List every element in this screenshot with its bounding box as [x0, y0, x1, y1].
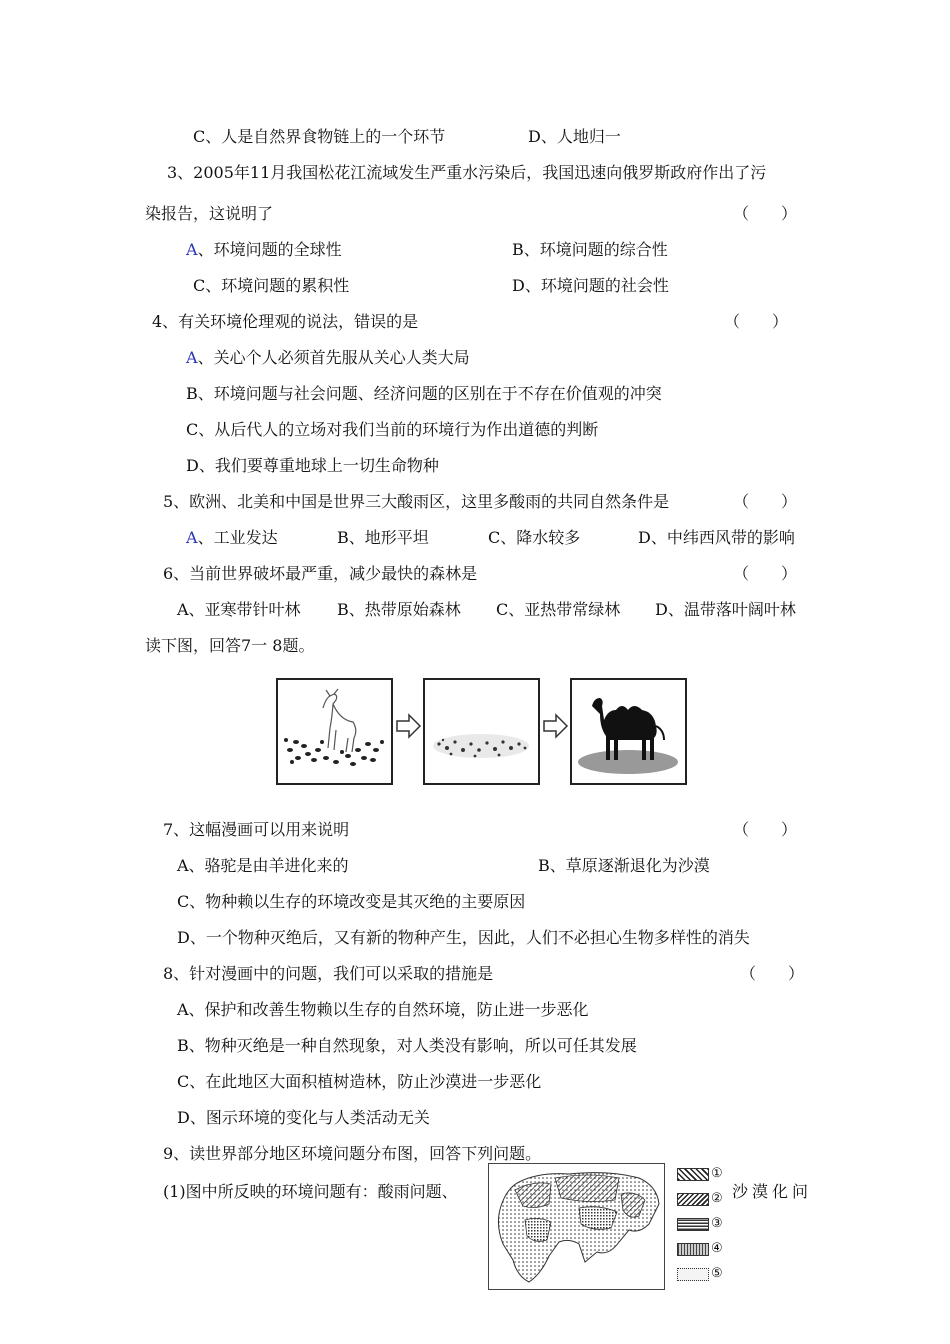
q7-option-b: B、草原逐渐退化为沙漠: [538, 856, 710, 875]
cartoon-panel-camel-desert: [570, 678, 687, 785]
legend-swatch-2: [677, 1193, 709, 1206]
q5-stem: 5、欧洲、北美和中国是世界三大酸雨区，这里多酸雨的共同自然条件是: [163, 492, 670, 511]
q3-option-a-text: 、环境问题的全球性: [197, 240, 342, 259]
q5-answer-blank: （ ）: [733, 492, 798, 511]
q5-option-c: C、降水较多: [488, 528, 581, 547]
legend-swatch-5: [677, 1268, 709, 1281]
q2-option-c: C、人是自然界食物链上的一个环节: [193, 127, 446, 146]
legend-label-3: ③: [711, 1216, 723, 1231]
right-arrow-icon: [396, 713, 422, 743]
legend-label-1: ①: [711, 1166, 723, 1181]
q4-option-b: B、环境问题与社会问题、经济问题的区别在于不存在价值观的冲突: [186, 384, 662, 403]
q7-answer-blank: （ ）: [733, 820, 798, 839]
q8-option-d: D、图示环境的变化与人类活动无关: [177, 1108, 430, 1127]
q2-option-d: D、人地归一: [528, 127, 621, 146]
q6-option-d: D、温带落叶阔叶林: [655, 600, 796, 619]
read-figure-prompt: 读下图，回答7一 8题。: [145, 636, 315, 655]
q8-option-a: A、保护和改善生物赖以生存的自然环境，防止进一步恶化: [177, 1000, 589, 1019]
q8-option-c: C、在此地区大面积植树造林，防止沙漠进一步恶化: [177, 1072, 542, 1091]
q5-option-a-letter: A: [186, 528, 198, 547]
legend-label-2: ②: [711, 1191, 723, 1206]
q8-stem: 8、针对漫画中的问题，我们可以采取的措施是: [163, 964, 494, 983]
q3-stem-line1: 3、2005年11月我国松花江流域发生严重水污染后，我国迅速向俄罗斯政府作出了污: [167, 163, 767, 182]
legend-label-5: ⑤: [711, 1266, 723, 1281]
sheep-on-grassland-illustration: [278, 680, 391, 783]
q5-option-a-text: 、工业发达: [197, 528, 278, 547]
q3-option-d: D、环境问题的社会性: [512, 276, 669, 295]
legend-swatch-1: [677, 1168, 709, 1181]
q4-answer-blank: （ ）: [724, 312, 789, 331]
q5-option-d: D、中纬西风带的影响: [638, 528, 795, 547]
legend-label-4: ④: [711, 1241, 723, 1256]
q8-answer-blank: （ ）: [740, 964, 805, 983]
q3-option-c: C、环境问题的累积性: [193, 276, 350, 295]
q6-option-c: C、亚热带常绿林: [496, 600, 621, 619]
q4-option-a: [186, 347, 470, 369]
q6-option-b: B、热带原始森林: [337, 600, 461, 619]
q6-stem: 6、当前世界破坏最严重，减少最快的森林是: [163, 564, 478, 583]
q3-option-b: B、环境问题的综合性: [512, 240, 668, 259]
q5-option-b: B、地形平坦: [337, 528, 429, 547]
legend-swatch-4: [677, 1243, 709, 1256]
q6-answer-blank: （ ）: [733, 564, 798, 583]
cartoon-panel-degraded-grassland: [423, 678, 540, 785]
q3-option-a-letter: A: [186, 240, 198, 259]
camel-in-desert-illustration: [572, 680, 685, 783]
q4-option-a-letter: A: [186, 348, 198, 367]
q8-option-b: B、物种灭绝是一种自然现象，对人类没有影响，所以可任其发展: [177, 1036, 637, 1055]
q4-option-d: D、我们要尊重地球上一切生命物种: [186, 456, 439, 475]
q4-stem: 4、有关环境伦理观的说法，错误的是: [152, 312, 419, 331]
q7-option-c: C、物种赖以生存的环境改变是其灭绝的主要原因: [177, 892, 526, 911]
q7-option-d: D、一个物种灭绝后，又有新的物种产生，因此，人们不必担心生物多样性的消失: [177, 928, 750, 947]
world-environment-problem-map: [488, 1163, 665, 1290]
q9-stem: 9、读世界部分地区环境问题分布图，回答下列问题。: [163, 1144, 542, 1163]
q3-stem-line2: 染报告，这说明了: [145, 204, 274, 223]
right-arrow-icon: [543, 713, 569, 743]
sparse-grass-illustration: [425, 680, 538, 783]
q4-option-c: C、从后代人的立场对我们当前的环境行为作出道德的判断: [186, 420, 599, 439]
q3-answer-blank: （ ）: [733, 204, 798, 223]
legend-swatch-3: [677, 1218, 709, 1231]
q7-option-a: A、骆驼是由羊进化来的: [177, 856, 349, 875]
q3-option-a: [186, 239, 342, 261]
cartoon-panel-sheep-grassland: [276, 678, 393, 785]
q5-option-a: [186, 527, 278, 549]
q7-stem: 7、这幅漫画可以用来说明: [163, 820, 350, 839]
q4-option-a-text: 、关心个人必须首先服从关心人类大局: [197, 348, 470, 367]
q6-option-a: A、亚寒带针叶林: [177, 600, 301, 619]
q9-part1-text: (1)图中所反映的环境问题有：酸雨问题、: [163, 1182, 458, 1201]
q9-part1-tail: 沙漠化问: [732, 1182, 813, 1201]
map-illustration: [489, 1164, 664, 1289]
